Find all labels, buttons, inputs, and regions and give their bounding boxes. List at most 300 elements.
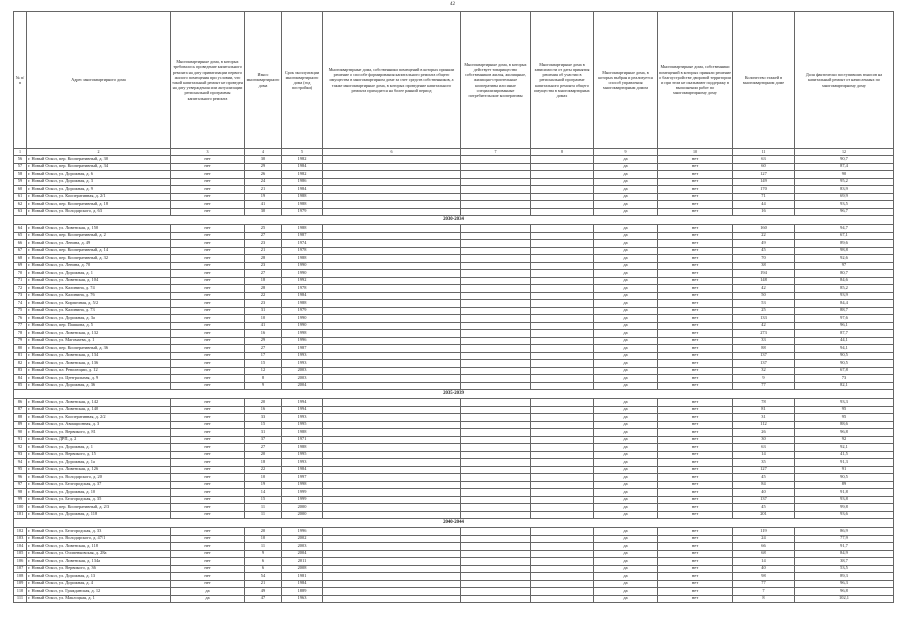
row-hoa bbox=[461, 171, 531, 179]
table-row bbox=[14, 474, 894, 482]
table-row bbox=[14, 550, 894, 558]
row-participation-date bbox=[531, 459, 594, 467]
row-participation-date bbox=[531, 345, 594, 353]
row-year: 1982 bbox=[282, 171, 323, 179]
row-floors: 127 bbox=[733, 171, 795, 179]
row-address: г. Новый Оскол, ул. Ливенская, д. 142 bbox=[27, 399, 171, 407]
row-wear: 6 bbox=[245, 565, 282, 573]
row-landscaping: нет bbox=[658, 367, 733, 375]
row-floors: 35 bbox=[733, 459, 795, 467]
row-number: 75 bbox=[14, 307, 27, 315]
row-hoa bbox=[461, 421, 531, 429]
row-landscaping: нет bbox=[658, 232, 733, 240]
row-management: да bbox=[594, 208, 658, 216]
row-address: г. Новый Оскол, ул. Вервикого, д. 81 bbox=[27, 429, 171, 437]
row-landscaping: нет bbox=[658, 171, 733, 179]
table-row bbox=[14, 511, 894, 519]
row-landscaping: нет bbox=[658, 178, 733, 186]
row-owners-decision bbox=[323, 186, 461, 194]
row-landscaping: нет bbox=[658, 474, 733, 482]
row-number: 76 bbox=[14, 315, 27, 323]
row-management: да bbox=[594, 300, 658, 308]
row-address: г. Новый Оскол, пер. Кооперативный, д. 2/3 bbox=[27, 504, 171, 512]
header-num: № п/п bbox=[14, 12, 27, 149]
row-year: 1988 bbox=[282, 444, 323, 452]
row-participation-date bbox=[531, 504, 594, 512]
row-wear: 15 bbox=[245, 421, 282, 429]
row-floors: 81 bbox=[733, 406, 795, 414]
row-address: г. Новый Оскол, ул. Кооперативная, д. 2/1 bbox=[27, 193, 171, 201]
row-owners-decision bbox=[323, 474, 461, 482]
row-number: 99 bbox=[14, 496, 27, 504]
row-privatization: нет bbox=[171, 315, 245, 323]
row-wear: 19 bbox=[245, 481, 282, 489]
row-year: 1988 bbox=[282, 300, 323, 308]
row-management: да bbox=[594, 270, 658, 278]
row-privatization: нет bbox=[171, 270, 245, 278]
row-payment-share: 93,6 bbox=[795, 511, 894, 519]
section-title: 2035-2039 bbox=[14, 390, 894, 399]
row-landscaping: нет bbox=[658, 201, 733, 209]
row-floors: 63 bbox=[733, 444, 795, 452]
row-participation-date bbox=[531, 156, 594, 164]
row-wear: 27 bbox=[245, 444, 282, 452]
row-landscaping: нет bbox=[658, 588, 733, 596]
row-year: 2003 bbox=[282, 375, 323, 383]
row-owners-decision bbox=[323, 201, 461, 209]
row-landscaping: нет bbox=[658, 277, 733, 285]
row-hoa bbox=[461, 489, 531, 497]
row-floors: 133 bbox=[733, 315, 795, 323]
row-privatization: нет bbox=[171, 573, 245, 581]
program-table bbox=[13, 11, 894, 603]
row-owners-decision bbox=[323, 459, 461, 467]
row-payment-share: 77,9 bbox=[795, 535, 894, 543]
row-privatization: нет bbox=[171, 300, 245, 308]
row-address: г. Новый Оскол, ул. Центральная, д. 9 bbox=[27, 375, 171, 383]
table-row bbox=[14, 156, 894, 164]
row-owners-decision bbox=[323, 240, 461, 248]
row-management: да bbox=[594, 436, 658, 444]
row-hoa bbox=[461, 163, 531, 171]
row-floors: 24 bbox=[733, 535, 795, 543]
row-year: 1993 bbox=[282, 414, 323, 422]
row-number: 101 bbox=[14, 511, 27, 519]
row-address: г. Новый Оскол, пл. Революции, д. 12 bbox=[27, 367, 171, 375]
row-privatization: нет bbox=[171, 504, 245, 512]
row-landscaping: нет bbox=[658, 345, 733, 353]
row-number: 100 bbox=[14, 504, 27, 512]
row-wear: 21 bbox=[245, 247, 282, 255]
row-participation-date bbox=[531, 367, 594, 375]
row-participation-date bbox=[531, 421, 594, 429]
table-row bbox=[14, 595, 894, 603]
row-privatization: нет bbox=[171, 201, 245, 209]
row-floors: 16 bbox=[733, 208, 795, 216]
col-number: 8 bbox=[531, 149, 594, 156]
row-year: 1971 bbox=[282, 436, 323, 444]
row-hoa bbox=[461, 208, 531, 216]
row-owners-decision bbox=[323, 573, 461, 581]
row-landscaping: нет bbox=[658, 255, 733, 263]
row-number: 86 bbox=[14, 399, 27, 407]
row-owners-decision bbox=[323, 466, 461, 474]
row-wear: 30 bbox=[245, 208, 282, 216]
table-row bbox=[14, 504, 894, 512]
row-address: г. Новый Оскол, ул. Кирпичная, д. 5/2 bbox=[27, 300, 171, 308]
row-privatization: нет bbox=[171, 406, 245, 414]
row-participation-date bbox=[531, 225, 594, 233]
row-management: да bbox=[594, 528, 658, 536]
row-number: 98 bbox=[14, 489, 27, 497]
table-row bbox=[14, 444, 894, 452]
row-privatization: нет bbox=[171, 580, 245, 588]
row-privatization: нет bbox=[171, 247, 245, 255]
row-floors: 44 bbox=[733, 201, 795, 209]
row-wear: 9 bbox=[245, 550, 282, 558]
row-wear: 11 bbox=[245, 511, 282, 519]
row-number: 89 bbox=[14, 421, 27, 429]
row-address: г. Новый Оскол, ул. Белгородская, д. 35 bbox=[27, 496, 171, 504]
row-privatization: нет bbox=[171, 444, 245, 452]
row-owners-decision bbox=[323, 330, 461, 338]
row-floors: 45 bbox=[733, 504, 795, 512]
row-owners-decision bbox=[323, 489, 461, 497]
row-year: 1992 bbox=[282, 277, 323, 285]
row-privatization: нет bbox=[171, 481, 245, 489]
row-payment-share: 67,8 bbox=[795, 367, 894, 375]
row-floors: 88 bbox=[733, 345, 795, 353]
row-owners-decision bbox=[323, 429, 461, 437]
row-year: 1998 bbox=[282, 330, 323, 338]
table-row bbox=[14, 171, 894, 179]
row-hoa bbox=[461, 345, 531, 353]
row-privatization: нет bbox=[171, 208, 245, 216]
row-participation-date bbox=[531, 511, 594, 519]
row-number: 68 bbox=[14, 255, 27, 263]
row-owners-decision bbox=[323, 511, 461, 519]
row-payment-share: 96,7 bbox=[795, 208, 894, 216]
row-payment-share: 69,9 bbox=[795, 193, 894, 201]
row-management: да bbox=[594, 421, 658, 429]
row-owners-decision bbox=[323, 171, 461, 179]
row-number: 73 bbox=[14, 292, 27, 300]
row-hoa bbox=[461, 451, 531, 459]
table-row bbox=[14, 330, 894, 338]
row-hoa bbox=[461, 382, 531, 390]
row-owners-decision bbox=[323, 375, 461, 383]
row-owners-decision bbox=[323, 550, 461, 558]
col-number: 5 bbox=[282, 149, 323, 156]
row-year: 1982 bbox=[282, 156, 323, 164]
col-number: 10 bbox=[658, 149, 733, 156]
row-participation-date bbox=[531, 414, 594, 422]
row-owners-decision bbox=[323, 208, 461, 216]
row-hoa bbox=[461, 573, 531, 581]
header-privatization: Многоквартирные дома, в которых требовалось проведение капитального ремонта на дату приватизации первого жилого помещения при условии, что такой капитальный ремонт не проведен на дату утверждения или актуализации региональной программы капитального ремонта bbox=[171, 12, 245, 149]
row-address: г. Новый Оскол, ул. Белгородская, д. 33 bbox=[27, 528, 171, 536]
table-row bbox=[14, 193, 894, 201]
row-year: 2008 bbox=[282, 565, 323, 573]
row-payment-share: 67,1 bbox=[795, 232, 894, 240]
row-hoa bbox=[461, 255, 531, 263]
table-row bbox=[14, 496, 894, 504]
row-wear: 27 bbox=[245, 345, 282, 353]
row-privatization: нет bbox=[171, 459, 245, 467]
row-hoa bbox=[461, 481, 531, 489]
row-management: да bbox=[594, 352, 658, 360]
row-landscaping: нет bbox=[658, 352, 733, 360]
row-payment-share: 91,7 bbox=[795, 543, 894, 551]
row-owners-decision bbox=[323, 345, 461, 353]
row-number: 60 bbox=[14, 186, 27, 194]
row-hoa bbox=[461, 240, 531, 248]
row-management: да bbox=[594, 232, 658, 240]
row-participation-date bbox=[531, 201, 594, 209]
row-participation-date bbox=[531, 178, 594, 186]
row-payment-share: 91 bbox=[795, 466, 894, 474]
row-owners-decision bbox=[323, 543, 461, 551]
row-year: 1995 bbox=[282, 421, 323, 429]
row-number: 110 bbox=[14, 588, 27, 596]
row-year: 2004 bbox=[282, 550, 323, 558]
row-management: да bbox=[594, 186, 658, 194]
row-payment-share: 83,9 bbox=[795, 186, 894, 194]
table-row bbox=[14, 322, 894, 330]
row-owners-decision bbox=[323, 322, 461, 330]
row-address: г. Новый Оскол, ул. Ливенская, д. 134 bbox=[27, 352, 171, 360]
table-row bbox=[14, 399, 894, 407]
row-year: 1984 bbox=[282, 186, 323, 194]
row-owners-decision bbox=[323, 580, 461, 588]
row-floors: 38 bbox=[733, 262, 795, 270]
row-landscaping: нет bbox=[658, 444, 733, 452]
row-payment-share: 84,6 bbox=[795, 277, 894, 285]
row-address: г. Новый Оскол, пер. Кооперативный, д. 30 bbox=[27, 156, 171, 164]
row-number: 80 bbox=[14, 345, 27, 353]
row-hoa bbox=[461, 459, 531, 467]
row-privatization: нет bbox=[171, 528, 245, 536]
table-row bbox=[14, 558, 894, 566]
row-address: г. Новый Оскол, ул. Вервикого, д. 15 bbox=[27, 451, 171, 459]
row-participation-date bbox=[531, 375, 594, 383]
col-number: 7 bbox=[461, 149, 531, 156]
row-floors: 137 bbox=[733, 496, 795, 504]
row-owners-decision bbox=[323, 247, 461, 255]
row-address: г. Новый Оскол, ул. Ленина, д. 49 bbox=[27, 240, 171, 248]
row-wear: 15 bbox=[245, 360, 282, 368]
table-row bbox=[14, 406, 894, 414]
row-participation-date bbox=[531, 322, 594, 330]
row-hoa bbox=[461, 270, 531, 278]
col-number: 1 bbox=[14, 149, 27, 156]
table-row bbox=[14, 436, 894, 444]
row-owners-decision bbox=[323, 255, 461, 263]
row-year: 1974 bbox=[282, 240, 323, 248]
table-row bbox=[14, 262, 894, 270]
table-row bbox=[14, 565, 894, 573]
row-privatization: нет bbox=[171, 307, 245, 315]
page-number: 42 bbox=[450, 2, 455, 7]
row-floors: 49 bbox=[733, 240, 795, 248]
row-owners-decision bbox=[323, 496, 461, 504]
row-hoa bbox=[461, 511, 531, 519]
table-row bbox=[14, 489, 894, 497]
table-row bbox=[14, 367, 894, 375]
row-wear: 12 bbox=[245, 367, 282, 375]
row-owners-decision bbox=[323, 481, 461, 489]
row-management: да bbox=[594, 543, 658, 551]
row-payment-share: 102,1 bbox=[795, 595, 894, 603]
table-row bbox=[14, 573, 894, 581]
row-wear: 16 bbox=[245, 330, 282, 338]
row-owners-decision bbox=[323, 436, 461, 444]
row-management: да bbox=[594, 444, 658, 452]
row-payment-share: 93,3 bbox=[795, 399, 894, 407]
row-hoa bbox=[461, 232, 531, 240]
row-landscaping: нет bbox=[658, 535, 733, 543]
row-owners-decision bbox=[323, 451, 461, 459]
row-floors: 42 bbox=[733, 285, 795, 293]
row-address: г. Новый Оскол, пер. Кооперативный, д. 32 bbox=[27, 255, 171, 263]
row-hoa bbox=[461, 262, 531, 270]
row-hoa bbox=[461, 535, 531, 543]
table-row bbox=[14, 186, 894, 194]
row-address: г. Новый Оскол, ул. Ливенская, д. 126 bbox=[27, 466, 171, 474]
table-row bbox=[14, 429, 894, 437]
row-hoa bbox=[461, 504, 531, 512]
row-wear: 37 bbox=[245, 436, 282, 444]
row-floors: 127 bbox=[733, 466, 795, 474]
row-participation-date bbox=[531, 330, 594, 338]
row-payment-share: 92 bbox=[795, 436, 894, 444]
row-hoa bbox=[461, 543, 531, 551]
row-number: 104 bbox=[14, 543, 27, 551]
row-year: 1988 bbox=[282, 193, 323, 201]
row-hoa bbox=[461, 322, 531, 330]
row-landscaping: нет bbox=[658, 558, 733, 566]
table-row bbox=[14, 382, 894, 390]
row-management: да bbox=[594, 225, 658, 233]
row-landscaping: нет bbox=[658, 156, 733, 164]
row-hoa bbox=[461, 399, 531, 407]
row-wear: 23 bbox=[245, 262, 282, 270]
row-owners-decision bbox=[323, 406, 461, 414]
row-floors: 119 bbox=[733, 528, 795, 536]
row-owners-decision bbox=[323, 300, 461, 308]
row-address: г. Новый Оскол, пер. Кооперативный, д. 36 bbox=[27, 345, 171, 353]
row-year: 1987 bbox=[282, 232, 323, 240]
row-year: 2000 bbox=[282, 511, 323, 519]
row-floors: 9 bbox=[733, 375, 795, 383]
table-row bbox=[14, 247, 894, 255]
row-management: да bbox=[594, 382, 658, 390]
row-management: да bbox=[594, 481, 658, 489]
row-participation-date bbox=[531, 535, 594, 543]
row-year: 2003 bbox=[282, 367, 323, 375]
row-payment-share: 99,8 bbox=[795, 504, 894, 512]
row-wear: 10 bbox=[245, 474, 282, 482]
row-management: да bbox=[594, 307, 658, 315]
table-row bbox=[14, 481, 894, 489]
row-address: г. Новый Оскол, ул. Дорожная, д. 6 bbox=[27, 171, 171, 179]
table-row bbox=[14, 352, 894, 360]
row-payment-share: 95 bbox=[795, 414, 894, 422]
row-address: г. Новый Оскол, ул. Дорожная, д. 9 bbox=[27, 186, 171, 194]
row-privatization: нет bbox=[171, 285, 245, 293]
row-privatization: нет bbox=[171, 558, 245, 566]
row-hoa bbox=[461, 225, 531, 233]
row-address: г. Новый Оскол, ул. Володарского, д. 20 bbox=[27, 474, 171, 482]
row-floors: 33 bbox=[733, 337, 795, 345]
row-management: да bbox=[594, 511, 658, 519]
row-participation-date bbox=[531, 193, 594, 201]
row-hoa bbox=[461, 496, 531, 504]
table-row bbox=[14, 580, 894, 588]
row-management: да bbox=[594, 193, 658, 201]
row-wear: 28 bbox=[245, 255, 282, 263]
row-address: г. Новый Оскол, ул. Калинина, д. 74 bbox=[27, 285, 171, 293]
row-hoa bbox=[461, 558, 531, 566]
row-landscaping: нет bbox=[658, 543, 733, 551]
row-participation-date bbox=[531, 352, 594, 360]
section-row bbox=[14, 216, 894, 225]
row-wear: 23 bbox=[245, 240, 282, 248]
row-landscaping: нет bbox=[658, 186, 733, 194]
header-wear: Износ многоквартирного дома bbox=[245, 12, 282, 149]
row-management: да bbox=[594, 322, 658, 330]
row-payment-share: 93,8 bbox=[795, 496, 894, 504]
row-payment-share: 91,8 bbox=[795, 489, 894, 497]
row-hoa bbox=[461, 436, 531, 444]
row-hoa bbox=[461, 375, 531, 383]
row-floors: 14 bbox=[733, 451, 795, 459]
row-number: 67 bbox=[14, 247, 27, 255]
row-hoa bbox=[461, 580, 531, 588]
row-year: 2004 bbox=[282, 382, 323, 390]
row-payment-share: 95,2 bbox=[795, 178, 894, 186]
row-floors: 71 bbox=[733, 193, 795, 201]
header-landscaping: Многоквартирные дома, собственники помещений в которых приняли решение о благоустройстве дворовой территории и при этом не оказывают поддержку в выполнении работ по многоквартирному дому bbox=[658, 12, 733, 149]
row-floors: 68 bbox=[733, 550, 795, 558]
row-privatization: да bbox=[171, 588, 245, 596]
row-number: 94 bbox=[14, 459, 27, 467]
row-management: да bbox=[594, 360, 658, 368]
row-owners-decision bbox=[323, 565, 461, 573]
row-participation-date bbox=[531, 337, 594, 345]
row-payment-share: 88,7 bbox=[795, 307, 894, 315]
row-management: да bbox=[594, 474, 658, 482]
row-number: 103 bbox=[14, 535, 27, 543]
row-payment-share: 38,7 bbox=[795, 558, 894, 566]
row-address: г. Новый Оскол, ул. Авиационная, д. 3 bbox=[27, 421, 171, 429]
row-management: да bbox=[594, 535, 658, 543]
row-year: 1995 bbox=[282, 451, 323, 459]
section-title: 2040-2044 bbox=[14, 519, 894, 528]
row-address: г. Новый Оскол, ул. Дорожная, д. 118 bbox=[27, 511, 171, 519]
row-wear: 31 bbox=[245, 429, 282, 437]
row-landscaping: нет bbox=[658, 292, 733, 300]
row-wear: 18 bbox=[245, 277, 282, 285]
row-number: 92 bbox=[14, 444, 27, 452]
row-floors: 25 bbox=[733, 307, 795, 315]
section-row bbox=[14, 519, 894, 528]
row-number: 71 bbox=[14, 277, 27, 285]
table-row bbox=[14, 255, 894, 263]
row-number: 87 bbox=[14, 406, 27, 414]
row-owners-decision bbox=[323, 225, 461, 233]
table-row bbox=[14, 292, 894, 300]
